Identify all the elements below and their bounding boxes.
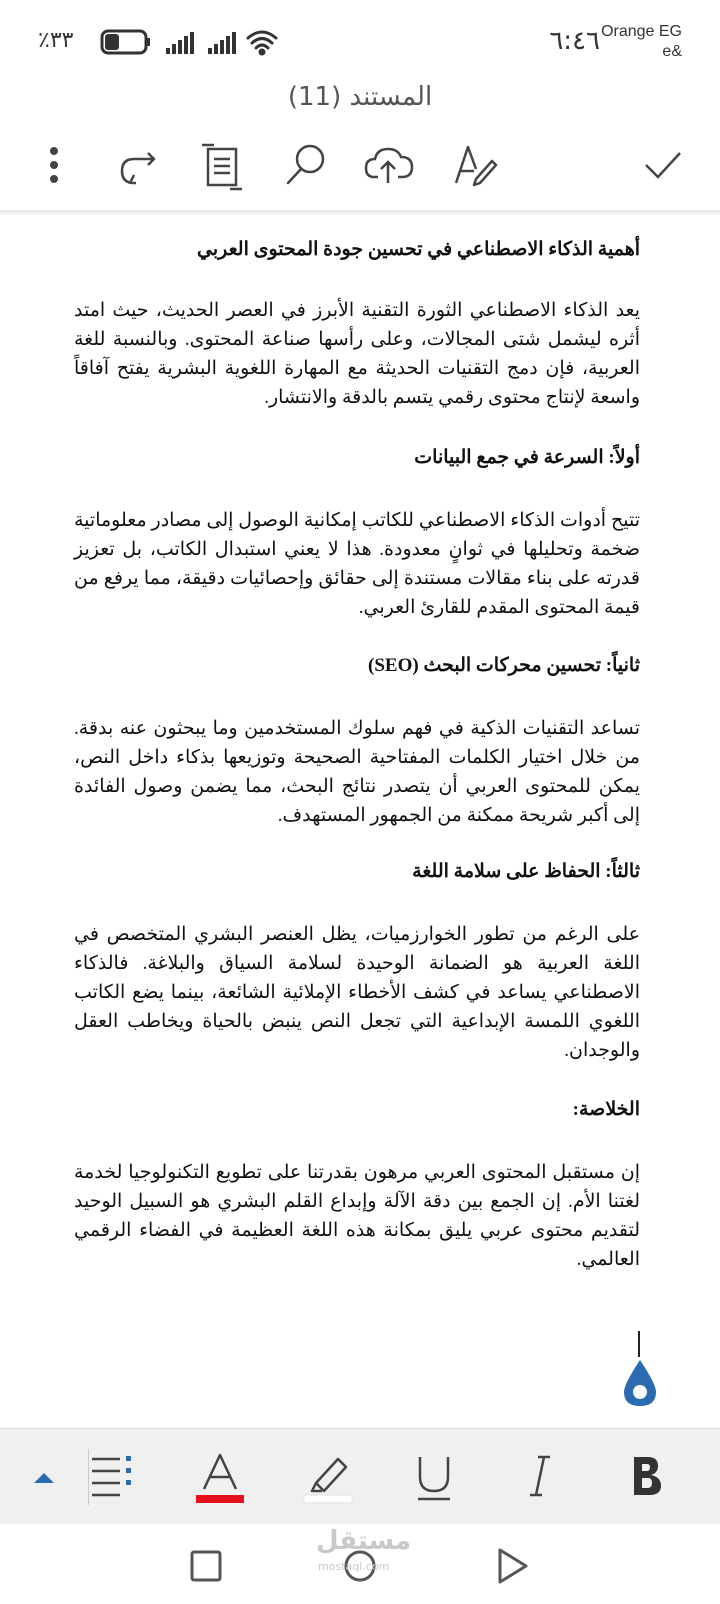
back-icon[interactable] [490, 1544, 534, 1588]
watermark-latin: mostaql.com [318, 1560, 390, 1573]
status-icons [100, 28, 290, 58]
battery-percent: ٪٣٣ [38, 28, 74, 53]
section1-heading[interactable]: أولاً: السرعة في جمع البيانات [414, 447, 640, 468]
search-icon[interactable] [276, 135, 336, 195]
section2-paragraph[interactable]: تساعد التقنيات الذكية في فهم سلوك المستخدمين وما يبحثون عنه بدقة. من خلال اختيار الكلمات المفتاحية الصحيحة وتوزيعها بذكاء داخل النص، يمكن للمحتوى العربي أن يتصدر نتائج البحث، مما يضمن وصول الفائدة إلى أكبر شريحة ممكنة من الجمهور المستهدف. [74, 718, 640, 826]
cursor-handle-icon[interactable] [622, 1358, 658, 1408]
top-toolbar [0, 135, 720, 215]
wifi-icon [248, 32, 276, 54]
more-options-icon[interactable] [24, 135, 84, 195]
reading-view-icon[interactable] [192, 135, 252, 195]
carrier-sub: e& [662, 43, 682, 60]
status-bar [0, 0, 720, 84]
carrier-name: Orange EG [601, 23, 682, 40]
conclusion-paragraph[interactable]: إن مستقبل المحتوى العربي مرهون بقدرتنا على تطويع التكنولوجيا لخدمة لغتنا الأم. إن الجمع بين دقة الآلة وإبداع القلم البشري هو السبيل الوحيد لتقديم محتوى عربي يليق بمكانة هذه اللغة العظيمة في الفضاء الرقمي العالمي. [74, 1162, 640, 1270]
format-toolbar [0, 1428, 720, 1525]
paragraph-format-icon[interactable] [80, 1449, 140, 1505]
underline-icon[interactable] [404, 1449, 464, 1505]
done-check-icon[interactable] [632, 135, 692, 195]
toolbar-divider [0, 210, 720, 216]
text-cursor [638, 1331, 640, 1357]
draw-edit-icon[interactable] [444, 135, 504, 195]
conclusion-heading[interactable]: الخلاصة: [572, 1099, 640, 1120]
watermark-arabic: مستقل [316, 1526, 412, 1556]
document-title[interactable]: المستند (11) [287, 82, 433, 112]
section1-paragraph[interactable]: تتيح أدوات الذكاء الاصطناعي للكاتب إمكانية الوصول إلى مصادر معلوماتية ضخمة وتحليلها في ثوانٍ معدودة. هذا لا يعني استبدال الكاتب، بل تعزيز قدرته على بناء مقالات مستندة إلى حقائق وإحصائيات دقيقة، مما يرفع من قيمة المحتوى المقدم للقارئ العربي. [74, 510, 640, 618]
expand-toolbar-icon[interactable] [14, 1449, 74, 1505]
battery-icon [102, 31, 150, 53]
recents-icon[interactable] [184, 1544, 228, 1588]
highlight-icon[interactable] [298, 1449, 358, 1505]
redo-icon[interactable] [108, 135, 168, 195]
clock: ٦:٤٦ [549, 26, 600, 56]
paragraph-intro[interactable]: يعد الذكاء الاصطناعي الثورة التقنية الأبرز في العصر الحديث، حيث امتد أثره ليشمل شتى المجالات، وعلى رأسها صناعة المحتوى. وبالنسبة للغة العربية، فإن دمج التقنيات الحديثة مع المهارة اللغوية البشرية يفتح آفاقاً واسعة لإنتاج محتوى رقمي يتسم بالدقة والانتشار. [74, 300, 640, 408]
section3-paragraph[interactable]: على الرغم من تطور الخوارزميات، يظل العنصر البشري المتخصص في اللغة العربية هو الضمانة الوحيدة لسلامة السياق والبلاغة. فالذكاء الاصطناعي يساعد في كشف الأخطاء الإملائية الشائعة، بينما يضع الكاتب اللغوي اللمسة الإبداعية التي تجعل النص ينبض بالحياة ويخاطب العقل والوجدان. [74, 924, 640, 1061]
document-heading[interactable]: أهمية الذكاء الاصطناعي في تحسين جودة المحتوى العربي [197, 239, 640, 260]
cloud-upload-icon[interactable] [360, 135, 420, 195]
section3-heading[interactable]: ثالثاً: الحفاظ على سلامة اللغة [412, 861, 640, 882]
section2-heading[interactable]: ثانياً: تحسين محركات البحث (SEO) [368, 655, 640, 676]
signal-icon-2 [208, 32, 236, 54]
carrier-label [601, 22, 682, 62]
italic-icon[interactable] [510, 1449, 570, 1505]
font-color-icon[interactable] [190, 1449, 250, 1505]
signal-icon-1 [166, 32, 194, 54]
bold-icon[interactable] [616, 1449, 676, 1505]
